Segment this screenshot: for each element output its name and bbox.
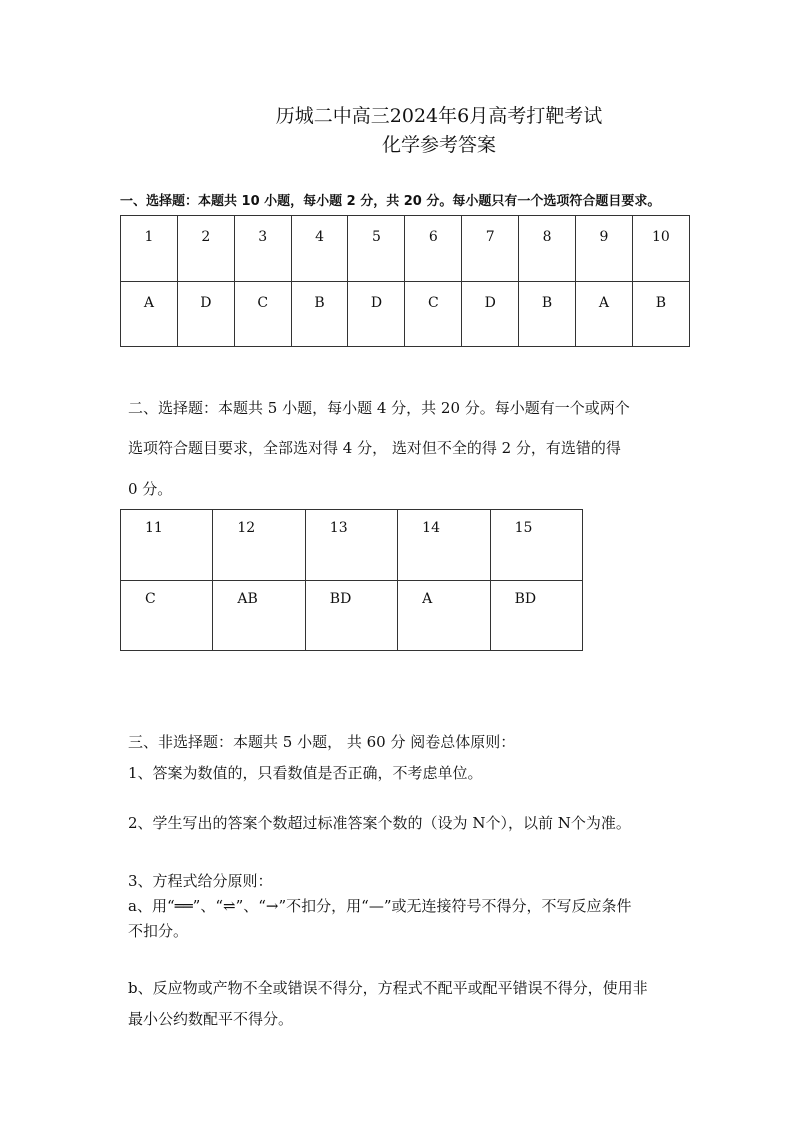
answer-cell: D	[462, 282, 519, 347]
answer-table-1	[120, 215, 690, 347]
section2-heading-line2: 选项符合题目要求，全部选对得 4 分， 选对但不全的得 2 分，有选错的得	[128, 439, 621, 457]
answer-cell: A	[121, 282, 178, 347]
question-number: 6	[405, 216, 462, 282]
question-number: 2	[177, 216, 234, 282]
section2-heading-line3: 0 分。	[128, 480, 173, 498]
answer-cell: C	[234, 282, 291, 347]
answer-cell: B	[632, 282, 689, 347]
question-number: 10	[632, 216, 689, 282]
answer-cell: BD	[305, 581, 397, 651]
table-row-numbers	[121, 216, 690, 282]
rule-2: 2、学生写出的答案个数超过标准答案个数的（设为 N个），以前 N个为准。	[128, 814, 631, 832]
table-row-answers	[121, 282, 690, 347]
rule-a-line2: 不扣分。	[128, 922, 189, 940]
answer-cell: B	[519, 282, 576, 347]
document-title: 历城二中高三2024年6月高考打靶考试	[275, 105, 603, 127]
question-number: 4	[291, 216, 348, 282]
question-number: 3	[234, 216, 291, 282]
question-number: 8	[519, 216, 576, 282]
answer-cell: D	[348, 282, 405, 347]
answer-cell: C	[405, 282, 462, 347]
question-number: 5	[348, 216, 405, 282]
question-number: 1	[121, 216, 178, 282]
question-number: 13	[305, 510, 397, 581]
answer-cell: B	[291, 282, 348, 347]
question-number: 15	[490, 510, 582, 581]
table-row-answers	[121, 581, 583, 651]
section3-heading: 三、非选择题：本题共 5 小题， 共 60 分 阅卷总体原则：	[128, 733, 516, 751]
question-number: 12	[213, 510, 305, 581]
answer-cell: A	[398, 581, 490, 651]
rule-1: 1、答案为数值的，只看数值是否正确，不考虑单位。	[128, 764, 483, 782]
question-number: 14	[398, 510, 490, 581]
rule-a-line1: a、用“══”、“⇌”、“→”不扣分，用“—”或无连接符号不得分，不写反应条件	[128, 897, 632, 915]
answer-table-2	[120, 509, 583, 651]
answer-cell: D	[177, 282, 234, 347]
section2-heading-line1: 二、选择题：本题共 5 小题，每小题 4 分，共 20 分。每小题有一个或两个	[128, 399, 630, 417]
table-row-numbers	[121, 510, 583, 581]
answer-cell: BD	[490, 581, 582, 651]
section1-heading: 一、选择题：本题共 10 小题，每小题 2 分，共 20 分。每小题只有一个选项符合题目要求。	[120, 194, 661, 209]
answer-cell: C	[121, 581, 213, 651]
question-number: 9	[576, 216, 633, 282]
rule-3: 3、方程式给分原则：	[128, 872, 273, 890]
document-subtitle: 化学参考答案	[381, 134, 496, 156]
rule-b-line2: 最小公约数配平不得分。	[128, 1010, 294, 1028]
answer-cell: AB	[213, 581, 305, 651]
answer-cell: A	[576, 282, 633, 347]
question-number: 11	[121, 510, 213, 581]
rule-b-line1: b、反应物或产物不全或错误不得分，方程式不配平或配平错误不得分，使用非	[128, 979, 648, 997]
question-number: 7	[462, 216, 519, 282]
